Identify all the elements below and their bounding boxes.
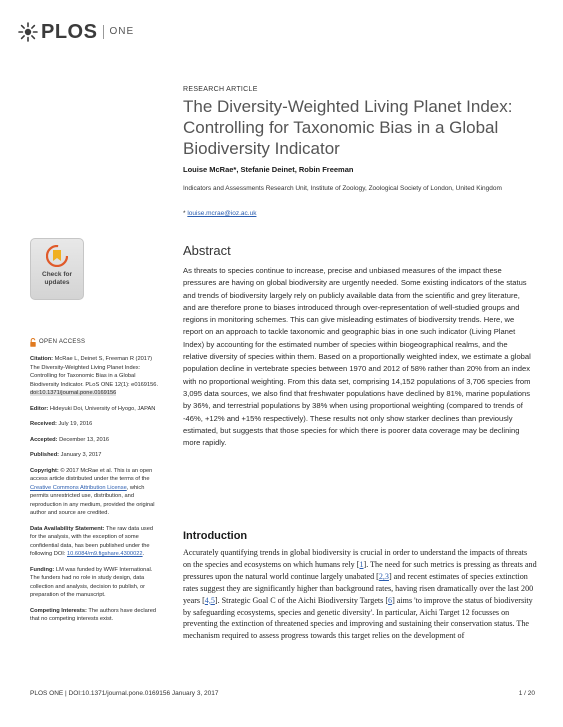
article-title: The Diversity-Weighted Living Planet Index: Controlling for Taxonomic Bias in a Global Biodiversity Indicator bbox=[183, 97, 513, 158]
figshare-doi-link[interactable]: 10.6084/m9.figshare.4300022 bbox=[66, 551, 143, 557]
corresponding-email bbox=[183, 210, 256, 217]
open-lock-icon bbox=[30, 338, 36, 347]
intro-segment: ]. The need for such metrics is pressing as threats and pressures upon the natural world continue largely unabated [ bbox=[183, 559, 537, 581]
introduction-text bbox=[183, 547, 537, 642]
funding-label: Funding: bbox=[30, 566, 55, 573]
sidebar bbox=[30, 338, 160, 631]
received-block bbox=[30, 420, 160, 429]
intro-segment: Accurately quantifying trends in global biodiversity is crucial in order to understand the impacts of threats on the species and ecosystems on which humans rely [ bbox=[183, 548, 528, 569]
copyright-block bbox=[30, 467, 160, 518]
article-type: RESEARCH ARTICLE bbox=[183, 86, 258, 93]
abstract-heading: Abstract bbox=[183, 243, 231, 258]
logo-divider bbox=[103, 25, 104, 39]
data-availability-block bbox=[30, 525, 160, 559]
open-access-label: OPEN ACCESS bbox=[39, 339, 86, 346]
published-text: January 3, 2017 bbox=[59, 452, 102, 458]
competing-interests-block bbox=[30, 607, 160, 624]
badge-line-1: Check for bbox=[42, 271, 72, 278]
competing-interests-label: Competing Interests: bbox=[30, 607, 87, 614]
badge-line-2: updates bbox=[44, 278, 70, 286]
funding-text: LM was funded by WWF International. The funders had no role in study design, data collection and analysis, decision to publish, or preparation of the manuscript. bbox=[30, 566, 153, 598]
email-prefix: * bbox=[183, 210, 188, 217]
intro-segment: ] aims 'to improve the status of biodiversity by safeguarding ecosystems, species and genetic diversity'. In particular, Aichi Target 12 focusses on preventing the extinction of threatened species and improving and sustaining their conservation status. The mechanism required to assess progress towards this target relies on the development of bbox=[183, 595, 533, 641]
received-label: Received: bbox=[30, 421, 57, 427]
copyright-text-2: , which permits unrestricted use, distribution, and reproduction in any medium, provided the original author and source are credited. bbox=[30, 484, 155, 516]
published-label: Published: bbox=[30, 452, 60, 458]
citation-label: Citation: bbox=[30, 356, 54, 362]
data-availability-text-2: . bbox=[142, 551, 145, 557]
license-link[interactable]: Creative Commons Attribution License bbox=[30, 484, 127, 491]
open-access-row bbox=[30, 338, 160, 347]
accepted-text: December 13, 2016 bbox=[57, 436, 110, 443]
intro-segment: ]. Strategic Goal C of the Aichi Biodiversity Targets [ bbox=[214, 595, 389, 605]
editor-label: Editor: bbox=[30, 405, 49, 412]
competing-interests-text: The authors have declared that no competing interests exist. bbox=[30, 607, 157, 622]
funding-block bbox=[30, 566, 160, 600]
accepted-block bbox=[30, 436, 160, 445]
published-block bbox=[30, 451, 160, 460]
data-availability-label: Data Availability Statement: bbox=[30, 525, 105, 532]
badge-label bbox=[42, 271, 72, 286]
update-bookmark-icon bbox=[46, 245, 68, 267]
accepted-label: Accepted: bbox=[30, 436, 58, 443]
affiliation: Indicators and Assessments Research Unit, Institute of Zoology, Zoological Society of London, United Kingdom bbox=[183, 185, 502, 192]
citation-ref-link[interactable]: 4,5 bbox=[204, 595, 215, 605]
abstract-text: As threats to species continue to increase, precise and unbiased measures of the impact these pressures are having on global biodiversity are urgently needed. Some existing indicators of the status and trends of biodiversity largely rely on publicly available data from the scientific and grey literature, and are therefore prone to biases introduced through over-representation of well-studied groups and regions in monitoring schemes. This can give misleading estimates of biodiversity trends. Here, we report on an approach to tackle taxonomic and geographic bias in one such indicator (Living Planet Index) by accounting for the estimated number of species within biogeographical realms, and the relative diversity of species within them. Based on a proportionally weighted index, we estimate a global population decline in vertebrate species between 1970 and 2012 of 58% rather than 20% from an index with no proportional weighting. From this data set, comprising 14,152 populations of 3,706 species from 3,095 data sources, we also find that freshwater populations have declined by 81%, marine populations by 36%, and terrestrial populations by 38% when using proportional weighting (compared to trends of -46%, +12% and +15% respectively). These results not only show starker declines than previously estimated, but suggests that those species for which there is poorer data coverage may be declining more rapidly. bbox=[183, 266, 531, 448]
intro-segment: ] and recent estimates of species extinction rates suggest they are significantly higher than background rates, having risen dramatically over the last 200 years [ bbox=[183, 571, 534, 605]
citation-ref-link[interactable]: 2,3 bbox=[378, 571, 389, 581]
page-number: 1 / 20 bbox=[518, 690, 535, 697]
page-footer: PLOS ONE | DOI:10.1371/journal.pone.0169156 January 3, 2017 bbox=[30, 690, 219, 697]
editor-block bbox=[30, 405, 160, 414]
citation-ref-link[interactable]: 1 bbox=[359, 559, 364, 569]
citation-doi[interactable]: doi:10.1371/journal.pone.0169156 bbox=[30, 390, 117, 396]
journal-name: PLOS bbox=[41, 21, 98, 43]
data-availability-text: The raw data used for the analysis, with the exception of some confidential data, has been published under the following DOI: bbox=[30, 525, 154, 557]
citation-ref-link[interactable]: 6 bbox=[388, 595, 393, 605]
check-for-updates-badge[interactable] bbox=[30, 238, 84, 300]
citation-block bbox=[30, 355, 160, 398]
journal-logo[interactable] bbox=[18, 20, 134, 44]
received-text: July 19, 2016 bbox=[56, 421, 93, 427]
copyright-label: Copyright: bbox=[30, 467, 59, 474]
editor-text: Hideyuki Doi, University of Hyogo, JAPAN bbox=[48, 405, 156, 412]
introduction-heading: Introduction bbox=[183, 530, 248, 542]
copyright-text: © 2017 McRae et al. This is an open access article distributed under the terms of the bbox=[30, 467, 153, 482]
citation-text: McRae L, Deinet S, Freeman R (2017) The Diversity-Weighted Living Planet Index: Controlling for Taxonomic Bias in a Global Biodiversity Indicator. PLoS ONE 12(1): e0169156. bbox=[30, 356, 159, 388]
email-link[interactable]: louise.mcrae@ioz.ac.uk bbox=[187, 210, 257, 217]
plos-sun-icon bbox=[18, 22, 38, 42]
journal-sub: ONE bbox=[109, 26, 135, 37]
author-list: Louise McRae*, Stefanie Deinet, Robin Freeman bbox=[183, 165, 354, 174]
